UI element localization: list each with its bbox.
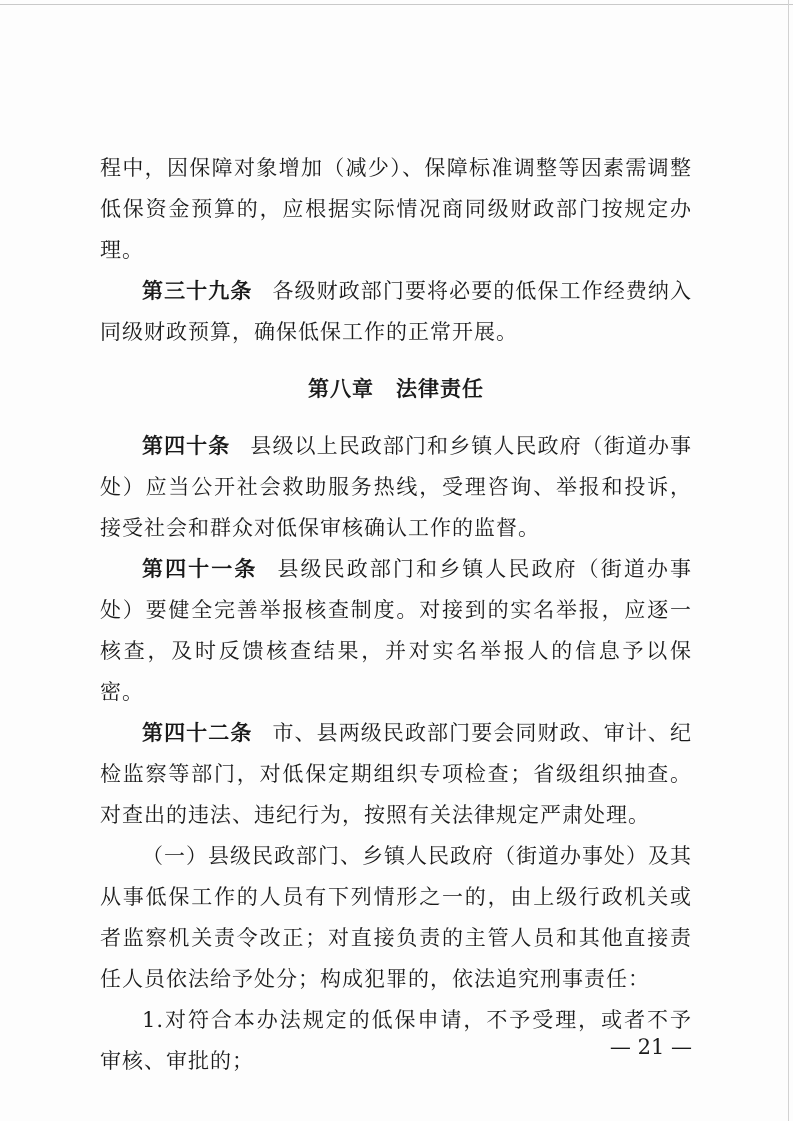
chapter-number: 第八章: [308, 377, 374, 401]
article-40: [100, 426, 692, 549]
document-body: [100, 148, 692, 1082]
article-39-text: 各级财政部门要将必要的低保工作经费纳入同级财政预算，确保低保工作的正常开展。: [100, 279, 693, 344]
chapter-heading: [100, 369, 692, 410]
article-40-text: 县级以上民政部门和乡镇人民政府（街道办事处）应当公开社会救助服务热线，受理咨询、举报和投诉，接受社会和群众对低保审核确认工作的监督。: [100, 434, 693, 540]
chapter-title: 法律责任: [396, 377, 484, 401]
article-42: [100, 713, 692, 836]
article-41-text: 县级民政部门和乡镇人民政府（街道办事处）要健全完善举报核查制度。对接到的实名举报，应逐一核查，及时反馈核查结果，并对实名举报人的信息予以保密。: [100, 557, 693, 704]
scan-edge-right: [788, 0, 789, 1121]
clause-1: （一）县级民政部门、乡镇人民政府（街道办事处）及其从事低保工作的人员有下列情形之一的，由上级行政机关或者监察机关责令改正；对直接负责的主管人员和其他直接责任人员依法给予处分；构成犯罪的，依法追究刑事责任：: [100, 844, 692, 991]
continuation-paragraph: 程中，因保障对象增加（减少）、保障标准调整等因素需调整低保资金预算的，应根据实际情况商同级财政部门按规定办理。: [100, 156, 692, 262]
article-41: [100, 549, 692, 713]
article-40-number: 第四十条: [142, 434, 231, 458]
page-number: — 21 —: [609, 1035, 692, 1059]
article-42-text: 市、县两级民政部门要会同财政、审计、纪检监察等部门，对低保定期组织专项检查；省级组织抽查。对查出的违法、违纪行为，按照有关法律规定严肃处理。: [100, 721, 693, 827]
article-39: [100, 271, 692, 353]
article-42-number: 第四十二条: [142, 721, 253, 745]
scan-edge-top: [0, 4, 793, 5]
article-39-number: 第三十九条: [142, 279, 253, 303]
article-41-number: 第四十一条: [142, 557, 258, 581]
item-1: 1.对符合本办法规定的低保申请，不予受理，或者不予审核、审批的；: [100, 1008, 692, 1073]
